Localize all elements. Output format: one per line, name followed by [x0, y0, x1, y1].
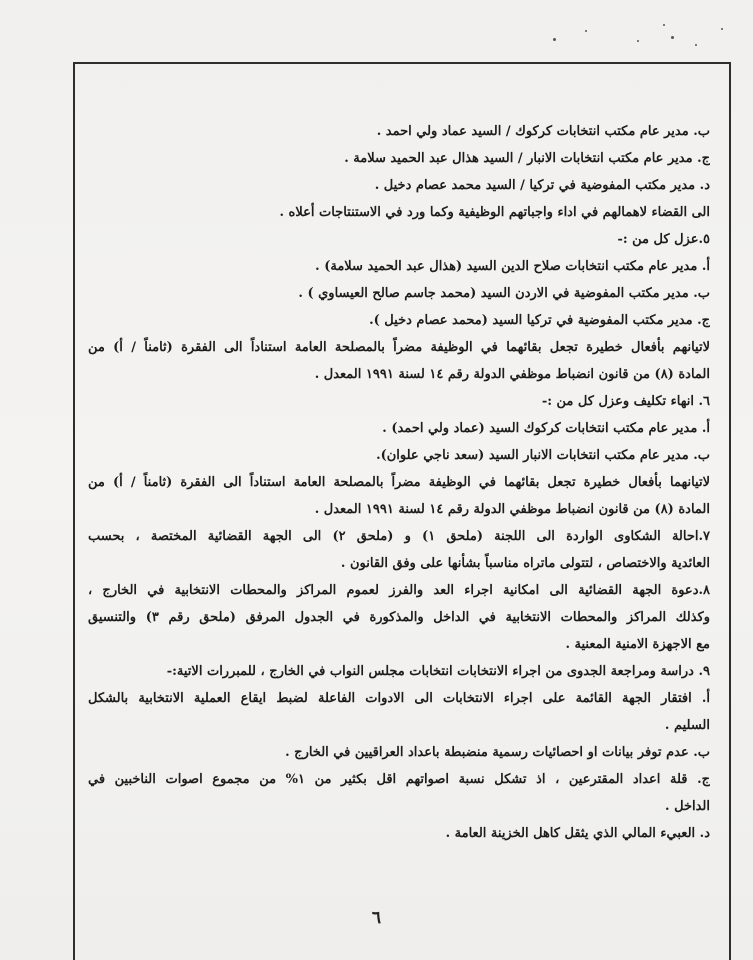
text-line: أ. مدير عام مكتب انتخابات صلاح الدين السيد (هذال عبد الحميد سلامة) . — [315, 259, 710, 274]
text-line: ب. عدم توفر بيانات او احصائيات رسمية منضبطة باعداد العراقيين في الخارج . — [285, 745, 710, 760]
text-line: ج. قلة اعداد المقترعين ، اذ تشكل نسبة اصواتهم اقل بكثير من ١% من مجموع اصوات الناخبين في — [88, 772, 710, 787]
text-line: ٧.احالة الشكاوى الواردة الى اللجنة (ملحق ١) و (ملحق ٢) الى الجهة القضائية المختصة ، بحسب — [88, 529, 710, 544]
document-body — [88, 118, 710, 847]
text-line: العائدية والاختصاص ، لتتولى ماتراه مناسباً بشأنها على وفق القانون . — [340, 556, 710, 571]
section-heading: ٩. دراسة ومراجعة الجدوى من اجراء الانتخابات انتخابات مجلس النواب في الخارج ، للمبررات الاتية:- — [166, 664, 710, 679]
speck — [671, 36, 674, 39]
text-line: لاتيانهما بأفعال خطيرة تجعل بقائهما في الوظيفة مضراً بالمصلحة العامة استناداً الى الفقرة (ثامناً / أ) من — [88, 475, 710, 490]
text-line: ب. مدير عام مكتب انتخابات الانبار السيد (سعد ناجي علوان). — [376, 448, 710, 463]
text-line: الداخل . — [665, 799, 710, 814]
speck — [585, 30, 587, 32]
text-line: د. مدير مكتب المفوضية في تركيا / السيد محمد عصام دخيل . — [374, 178, 710, 193]
speck — [637, 40, 639, 42]
text-line: الى القضاء لاهمالهم في اداء واجباتهم الوظيفية وكما ورد في الاستنتاجات أعلاه . — [279, 205, 710, 220]
speck — [721, 28, 723, 30]
speck — [663, 24, 665, 26]
text-line: ج. مدير مكتب المفوضية في تركيا السيد (محمد عصام دخيل ). — [369, 313, 710, 328]
text-line: ج. مدير عام مكتب انتخابات الانبار / السيد هذال عبد الحميد سلامة . — [344, 151, 710, 166]
text-line: ٨.دعوة الجهة القضائية الى امكانية اجراء العد والفرز لعموم المراكز والمحطات الانتخابية في الخارج ، — [88, 583, 710, 598]
speck — [695, 44, 697, 46]
text-line: وكذلك المراكز والمحطات الانتخابية في الداخل والمذكورة في الجدول المرفق (ملحق رقم ٣) والتنسيق — [88, 610, 710, 625]
text-line: ب. مدير عام مكتب انتخابات كركوك / السيد عماد ولي احمد . — [376, 124, 710, 139]
page-number: ٦ — [371, 908, 382, 928]
text-line: لاتيانهم بأفعال خطيرة تجعل بقائهما في الوظيفة مضراً بالمصلحة العامة استناداً الى الفقرة (ثامناً / أ) من — [88, 340, 710, 355]
scan-speckles — [545, 18, 745, 58]
text-line: أ. افتقار الجهة القائمة على اجراء الانتخابات الى الادوات الفاعلة لضبط ايقاع العملية الانتخابية بالشكل — [88, 691, 710, 706]
text-line: مع الاجهزة الامنية المعنية . — [565, 637, 710, 652]
text-line: أ. مدير عام مكتب انتخابات كركوك السيد (عماد ولي احمد) . — [382, 421, 710, 436]
text-line: د. العبيء المالي الذي يثقل كاهل الخزينة العامة . — [445, 826, 710, 841]
section-heading: ٦. انهاء تكليف وعزل كل من :- — [541, 394, 710, 409]
text-line: المادة (٨) من قانون انضباط موظفي الدولة رقم ١٤ لسنة ١٩٩١ المعدل . — [314, 502, 710, 517]
section-heading: ٥.عزل كل من :- — [617, 232, 710, 247]
text-line: المادة (٨) من قانون انضباط موظفي الدولة رقم ١٤ لسنة ١٩٩١ المعدل . — [314, 367, 710, 382]
text-line: ب. مدير مكتب المفوضية في الاردن السيد (محمد جاسم صالح العيساوي ) . — [298, 286, 710, 301]
text-line: السليم . — [664, 718, 710, 733]
speck — [553, 38, 556, 41]
